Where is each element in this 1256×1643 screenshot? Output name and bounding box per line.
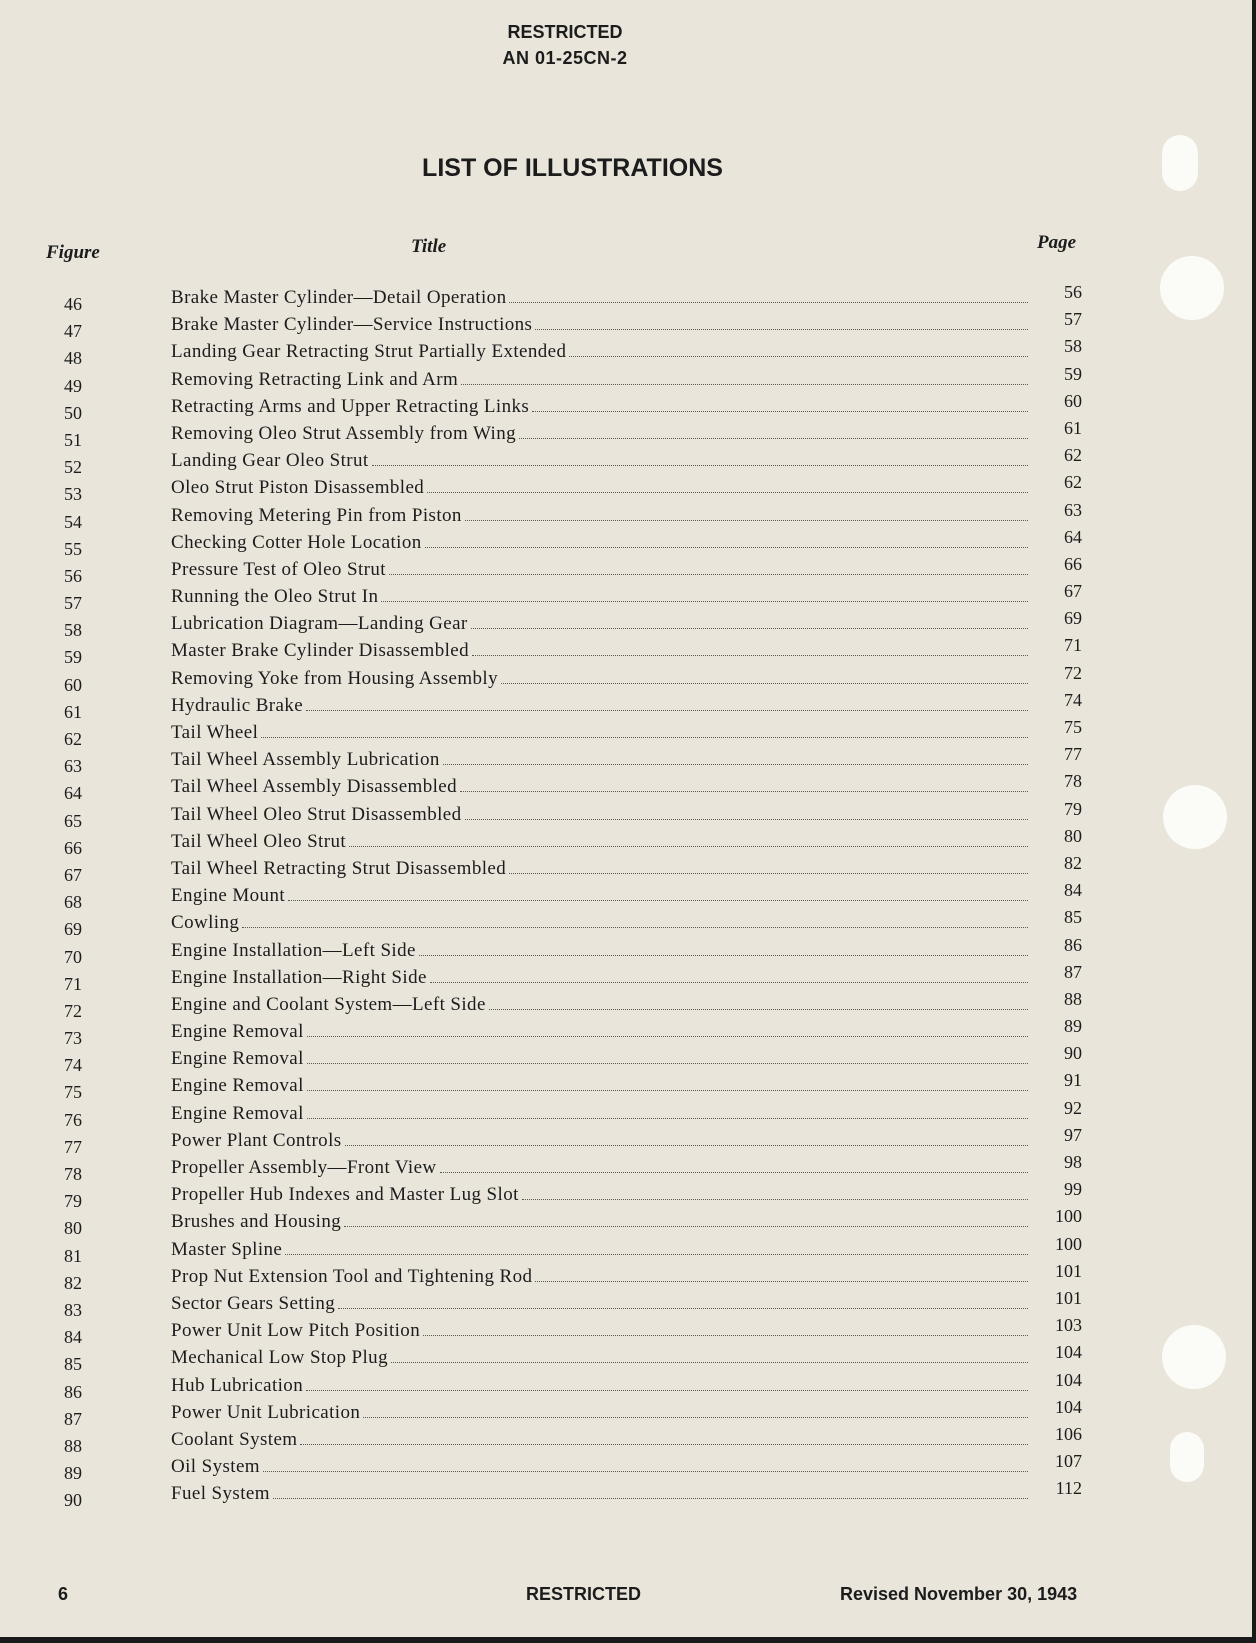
- entry-title-line: [171, 450, 1028, 472]
- page-number: 63: [1064, 499, 1082, 520]
- page-number: 104: [1055, 1342, 1082, 1363]
- list-item: [0, 1097, 1100, 1131]
- dot-leader: [307, 1061, 1028, 1064]
- page-number: 75: [1064, 717, 1082, 737]
- list-item: [0, 1451, 1100, 1484]
- figure-title: Tail Wheel Assembly Lubrication: [171, 749, 440, 771]
- page-number: 86: [1064, 934, 1082, 955]
- figure-number: 81: [64, 1245, 82, 1266]
- figure-title: Propeller Hub Indexes and Master Lug Slot: [171, 1184, 519, 1206]
- page-number: 88: [1064, 988, 1082, 1009]
- page-number: 100: [1055, 1206, 1082, 1227]
- entry-title-line: [171, 1211, 1028, 1233]
- figure-title: Master Spline: [171, 1238, 283, 1260]
- figure-number: 61: [64, 701, 82, 722]
- page-number: 71: [1064, 635, 1082, 656]
- figure-title: Removing Yoke from Housing Assembly: [171, 667, 498, 689]
- figure-title: Running the Oleo Strut In: [171, 586, 379, 608]
- page-number: 62: [1064, 472, 1082, 493]
- classification-header: RESTRICTED: [507, 22, 623, 42]
- page-number: 92: [1064, 1097, 1082, 1118]
- dot-leader: [363, 1415, 1028, 1418]
- footer-revision-date: Revised November 30, 1943: [840, 1584, 1078, 1604]
- column-header-figure: Figure: [46, 242, 100, 263]
- figure-number: 89: [64, 1463, 82, 1484]
- page-number: 87: [1064, 961, 1082, 982]
- entry-title-line: [171, 532, 1028, 554]
- footer-page-number: 6: [58, 1584, 69, 1604]
- page-number: 91: [1064, 1070, 1082, 1091]
- figure-number: 62: [64, 729, 82, 749]
- entry-title-line: [171, 369, 1028, 391]
- figure-title: Master Brake Cylinder Disassembled: [171, 640, 470, 662]
- dot-leader: [472, 653, 1028, 656]
- figure-title: Oleo Strut Piston Disassembled: [171, 477, 425, 499]
- dot-leader: [306, 1388, 1028, 1391]
- entry-title-line: [171, 640, 1028, 662]
- entry-title-line: [171, 940, 1028, 962]
- figure-title: Removing Metering Pin from Piston: [171, 504, 462, 526]
- figure-number: 83: [64, 1299, 82, 1320]
- page-number: 56: [1064, 282, 1082, 302]
- binder-hole-5: [1170, 1432, 1204, 1482]
- figure-title: Lubrication Diagram—Landing Gear: [171, 613, 468, 635]
- figure-title: Mechanical Low Stop Plug: [171, 1347, 388, 1369]
- entry-title-line: [171, 1130, 1028, 1152]
- binder-hole-1: [1162, 135, 1198, 191]
- list-item: [0, 1423, 1100, 1457]
- page-number: 59: [1064, 363, 1082, 384]
- list-item: [0, 608, 1100, 641]
- figure-number: 80: [64, 1218, 82, 1239]
- page-number: 72: [1064, 662, 1082, 683]
- page-number: 61: [1064, 417, 1082, 438]
- page-number: 107: [1055, 1451, 1082, 1472]
- entry-title-line: [171, 505, 1028, 527]
- page-number: 58: [1064, 336, 1082, 357]
- entry-title-line: [171, 858, 1028, 880]
- page-number: 101: [1055, 1260, 1082, 1281]
- page-number: 69: [1064, 608, 1082, 629]
- figure-number: 59: [64, 647, 82, 668]
- figure-number: 71: [64, 973, 82, 994]
- entry-title-line: [171, 1103, 1028, 1125]
- dot-leader: [489, 1007, 1028, 1010]
- figure-title: Tail Wheel Assembly Disassembled: [171, 776, 458, 798]
- figure-number: 69: [64, 919, 82, 940]
- list-item: [0, 662, 1100, 696]
- figure-title: Hydraulic Brake: [171, 694, 304, 716]
- page-number: 89: [1064, 1016, 1082, 1037]
- list-item: [0, 553, 1100, 587]
- list-item: [0, 581, 1100, 614]
- page-number: 98: [1064, 1152, 1082, 1172]
- dot-leader: [465, 518, 1028, 521]
- list-item: [0, 717, 1100, 750]
- binder-hole-3: [1163, 785, 1227, 849]
- figure-title: Landing Gear Oleo Strut: [171, 450, 369, 472]
- entry-title-line: [171, 1184, 1028, 1206]
- page-number: 99: [1064, 1179, 1082, 1200]
- entry-title-line: [171, 341, 1028, 363]
- list-item: [0, 798, 1100, 832]
- figure-title: Tail Wheel: [171, 722, 259, 743]
- entry-title-line: [171, 722, 1028, 744]
- dot-leader: [344, 1224, 1028, 1227]
- figure-number: 53: [64, 484, 82, 505]
- entry-title-line: [171, 1266, 1028, 1288]
- figure-number: 70: [64, 946, 82, 967]
- page-number: 82: [1064, 852, 1082, 873]
- list-item: [0, 363, 1100, 397]
- figure-title: Power Plant Controls: [171, 1129, 342, 1151]
- dot-leader: [509, 871, 1028, 874]
- binder-hole-4: [1162, 1325, 1226, 1389]
- list-item: [0, 1179, 1100, 1212]
- entry-title-line: [171, 1048, 1028, 1070]
- dot-leader: [425, 545, 1028, 548]
- figure-title: Retracting Arms and Upper Retracting Links: [171, 395, 530, 417]
- list-item: [0, 1260, 1100, 1294]
- figure-number: 73: [64, 1028, 82, 1049]
- figure-title: Engine Removal: [171, 1021, 304, 1043]
- list-item: [0, 1369, 1100, 1403]
- entry-title-line: [171, 613, 1028, 635]
- figure-number: 78: [64, 1164, 82, 1184]
- page-number: 64: [1064, 526, 1082, 547]
- entry-title-line: [171, 749, 1028, 771]
- column-header-page: Page: [1037, 232, 1077, 253]
- list-item: [0, 880, 1100, 913]
- page-number: 101: [1055, 1287, 1082, 1308]
- figure-number: 64: [64, 783, 82, 804]
- entry-title-line: [171, 912, 1028, 934]
- figure-title: Power Unit Low Pitch Position: [171, 1320, 421, 1342]
- dot-leader: [263, 1469, 1028, 1472]
- entry-title-line: [171, 586, 1028, 608]
- dot-leader: [519, 436, 1028, 439]
- list-item: [0, 771, 1100, 804]
- entry-title-line: [171, 1075, 1028, 1097]
- page-number: 104: [1055, 1396, 1082, 1417]
- page-number: 100: [1055, 1233, 1082, 1254]
- list-item: [0, 961, 1100, 995]
- entry-title-line: [171, 396, 1028, 418]
- entry-title-line: [171, 1429, 1028, 1451]
- illustrations-list: [0, 282, 1100, 1511]
- figure-title: Sector Gears Setting: [171, 1292, 336, 1314]
- entry-title-line: [171, 1347, 1028, 1369]
- dot-leader: [532, 409, 1028, 412]
- list-item: [0, 1070, 1100, 1103]
- list-item: [0, 825, 1100, 859]
- dot-leader: [307, 1088, 1028, 1091]
- figure-title: Cowling: [171, 912, 240, 934]
- entry-title-line: [171, 1320, 1028, 1342]
- list-item: [0, 336, 1100, 369]
- figure-number: 56: [64, 565, 82, 586]
- dot-leader: [430, 980, 1028, 983]
- list-item: [0, 1206, 1100, 1239]
- list-item: [0, 934, 1100, 968]
- figure-title: Engine Mount: [171, 885, 286, 907]
- figure-number: 50: [64, 402, 82, 423]
- figure-title: Engine and Coolant System—Left Side: [171, 993, 486, 1015]
- page-number: 62: [1064, 445, 1082, 466]
- dot-leader: [273, 1496, 1028, 1499]
- dot-leader: [307, 1116, 1028, 1119]
- entry-title-line: [171, 831, 1028, 853]
- list-item: [0, 1152, 1100, 1185]
- figure-number: 57: [64, 593, 82, 614]
- document-number: AN 01-25CN-2: [502, 48, 628, 68]
- list-item: [0, 988, 1100, 1022]
- figure-title: Brake Master Cylinder—Detail Operation: [171, 287, 507, 308]
- figure-number: 87: [64, 1408, 82, 1429]
- dot-leader: [535, 1279, 1028, 1282]
- page-number: 106: [1055, 1423, 1082, 1444]
- entry-title-line: [171, 668, 1028, 690]
- dot-leader: [501, 681, 1028, 684]
- list-item: [0, 526, 1100, 560]
- figure-title: Hub Lubrication: [171, 1374, 304, 1396]
- page-number: 85: [1064, 907, 1082, 928]
- page-number: 97: [1064, 1124, 1082, 1145]
- list-item: [0, 1396, 1100, 1430]
- dot-leader: [535, 327, 1028, 330]
- figure-title: Fuel System: [171, 1483, 270, 1505]
- entry-title-line: [171, 559, 1028, 581]
- list-item: [0, 282, 1100, 315]
- dot-leader: [427, 490, 1028, 493]
- dot-leader: [349, 844, 1028, 847]
- figure-number: 88: [64, 1435, 82, 1456]
- entry-title-line: [171, 1483, 1028, 1505]
- figure-number: 84: [64, 1327, 82, 1348]
- list-item: [0, 445, 1100, 478]
- figure-number: 90: [64, 1490, 82, 1511]
- figure-number: 52: [64, 457, 82, 478]
- entry-title-line: [171, 1375, 1028, 1397]
- entry-title-line: [171, 967, 1028, 989]
- figure-title: Brake Master Cylinder—Service Instructions: [171, 314, 533, 336]
- page-number: 78: [1064, 771, 1082, 792]
- dot-leader: [300, 1442, 1028, 1445]
- list-item: [0, 417, 1100, 451]
- dot-leader: [465, 817, 1028, 820]
- entry-title-line: [171, 1157, 1028, 1179]
- column-header-title: Title: [411, 236, 447, 257]
- figure-title: Checking Cotter Hole Location: [171, 531, 422, 553]
- dot-leader: [419, 953, 1028, 956]
- dot-leader: [440, 1170, 1028, 1173]
- figure-number: 63: [64, 756, 82, 777]
- dot-leader: [460, 789, 1028, 792]
- figure-number: 77: [64, 1136, 82, 1157]
- list-item: [0, 390, 1100, 424]
- page-number: 66: [1064, 553, 1082, 574]
- page-number: 103: [1055, 1315, 1082, 1336]
- figure-number: 48: [64, 348, 82, 369]
- figure-number: 66: [64, 837, 82, 858]
- figure-title: Oil System: [171, 1456, 260, 1478]
- entry-title-line: [171, 885, 1028, 907]
- figure-number: 54: [64, 511, 82, 532]
- figure-title: Coolant System: [171, 1428, 298, 1450]
- entry-title-line: [171, 1239, 1028, 1261]
- figure-title: Tail Wheel Oleo Strut: [171, 830, 347, 852]
- entry-title-line: [171, 423, 1028, 445]
- dot-leader: [389, 572, 1028, 575]
- list-item: [0, 472, 1100, 505]
- list-item: [0, 635, 1100, 668]
- figure-title: Tail Wheel Retracting Strut Disassembled: [171, 857, 507, 879]
- figure-title: Removing Oleo Strut Assembly from Wing: [171, 422, 516, 444]
- list-item: [0, 309, 1100, 342]
- entry-title-line: [171, 1402, 1028, 1424]
- page-number: 79: [1064, 798, 1082, 819]
- figure-number: 72: [64, 1000, 82, 1021]
- dot-leader: [443, 762, 1028, 765]
- figure-number: 47: [64, 321, 82, 342]
- entry-title-line: [171, 804, 1028, 826]
- dot-leader: [471, 626, 1028, 629]
- figure-title: Engine Installation—Left Side: [171, 939, 416, 961]
- figure-title: Propeller Assembly—Front View: [171, 1157, 437, 1178]
- figure-number: 60: [64, 674, 82, 695]
- figure-title: Engine Installation—Right Side: [171, 966, 427, 988]
- dot-leader: [381, 599, 1028, 602]
- figure-title: Engine Removal: [171, 1102, 304, 1124]
- figure-title: Power Unit Lubrication: [171, 1401, 361, 1423]
- dot-leader: [423, 1333, 1028, 1336]
- entry-title-line: [171, 994, 1028, 1016]
- page-number: 90: [1064, 1043, 1082, 1064]
- list-item: [0, 689, 1100, 723]
- figure-title: Brushes and Housing: [171, 1211, 342, 1233]
- dot-leader: [569, 354, 1028, 357]
- figure-number: 75: [64, 1082, 82, 1103]
- figure-number: 49: [64, 375, 82, 396]
- footer-classification: RESTRICTED: [526, 1584, 642, 1604]
- dot-leader: [307, 1034, 1028, 1037]
- figure-number: 86: [64, 1381, 82, 1402]
- list-item: [0, 1287, 1100, 1321]
- page-number: 74: [1064, 689, 1082, 710]
- figure-title: Prop Nut Extension Tool and Tightening Rod: [171, 1265, 533, 1287]
- figure-number: 74: [64, 1055, 82, 1076]
- list-item: [0, 1124, 1100, 1158]
- dot-leader: [242, 925, 1028, 928]
- figure-number: 67: [64, 864, 82, 885]
- list-item: [0, 1043, 1100, 1076]
- figure-number: 79: [64, 1191, 82, 1212]
- page-number: 67: [1064, 581, 1082, 602]
- list-item: [0, 1233, 1100, 1267]
- entry-title-line: [171, 776, 1028, 798]
- dot-leader: [522, 1197, 1028, 1200]
- dot-leader: [461, 382, 1028, 385]
- list-item: [0, 744, 1100, 777]
- figure-title: Tail Wheel Oleo Strut Disassembled: [171, 803, 462, 825]
- list-item: [0, 907, 1100, 940]
- dot-leader: [509, 300, 1028, 303]
- dot-leader: [338, 1306, 1028, 1309]
- list-item: [0, 1016, 1100, 1049]
- dot-leader: [261, 735, 1028, 738]
- entry-title-line: [171, 1293, 1028, 1315]
- list-item: [0, 1315, 1100, 1348]
- list-item: [0, 852, 1100, 886]
- page-number: 112: [1055, 1478, 1082, 1499]
- figure-number: 46: [64, 294, 82, 314]
- list-item: [0, 1478, 1100, 1511]
- figure-number: 51: [64, 429, 82, 450]
- page-title: LIST OF ILLUSTRATIONS: [422, 154, 723, 182]
- dot-leader: [306, 708, 1028, 711]
- dot-leader: [391, 1360, 1028, 1363]
- figure-number: 65: [64, 810, 82, 831]
- dot-leader: [372, 463, 1028, 466]
- binder-hole-2: [1160, 256, 1224, 320]
- dot-leader: [285, 1252, 1028, 1255]
- figure-number: 58: [64, 620, 82, 641]
- entry-title-line: [171, 695, 1028, 717]
- figure-number: 55: [64, 538, 82, 559]
- figure-title: Pressure Test of Oleo Strut: [171, 558, 386, 580]
- entry-title-line: [171, 1021, 1028, 1043]
- figure-number: 76: [64, 1109, 82, 1130]
- page-number: 57: [1064, 309, 1082, 330]
- entry-title-line: [171, 477, 1028, 499]
- page-number: 104: [1055, 1369, 1082, 1390]
- page-number: 80: [1064, 825, 1082, 846]
- figure-number: 82: [64, 1272, 82, 1293]
- page-number: 60: [1064, 390, 1082, 411]
- figure-title: Engine Removal: [171, 1075, 304, 1097]
- figure-title: Engine Removal: [171, 1048, 304, 1070]
- page-number: 77: [1064, 744, 1082, 765]
- figure-number: 85: [64, 1354, 82, 1375]
- list-item: [0, 499, 1100, 533]
- list-item: [0, 1342, 1100, 1375]
- page-number: 84: [1064, 880, 1082, 901]
- figure-number: 68: [64, 892, 82, 913]
- entry-title-line: [171, 287, 1028, 309]
- figure-title: Removing Retracting Link and Arm: [171, 368, 459, 390]
- dot-leader: [345, 1143, 1028, 1146]
- entry-title-line: [171, 1456, 1028, 1478]
- dot-leader: [288, 898, 1028, 901]
- figure-title: Landing Gear Retracting Strut Partially Extended: [171, 341, 567, 363]
- entry-title-line: [171, 314, 1028, 336]
